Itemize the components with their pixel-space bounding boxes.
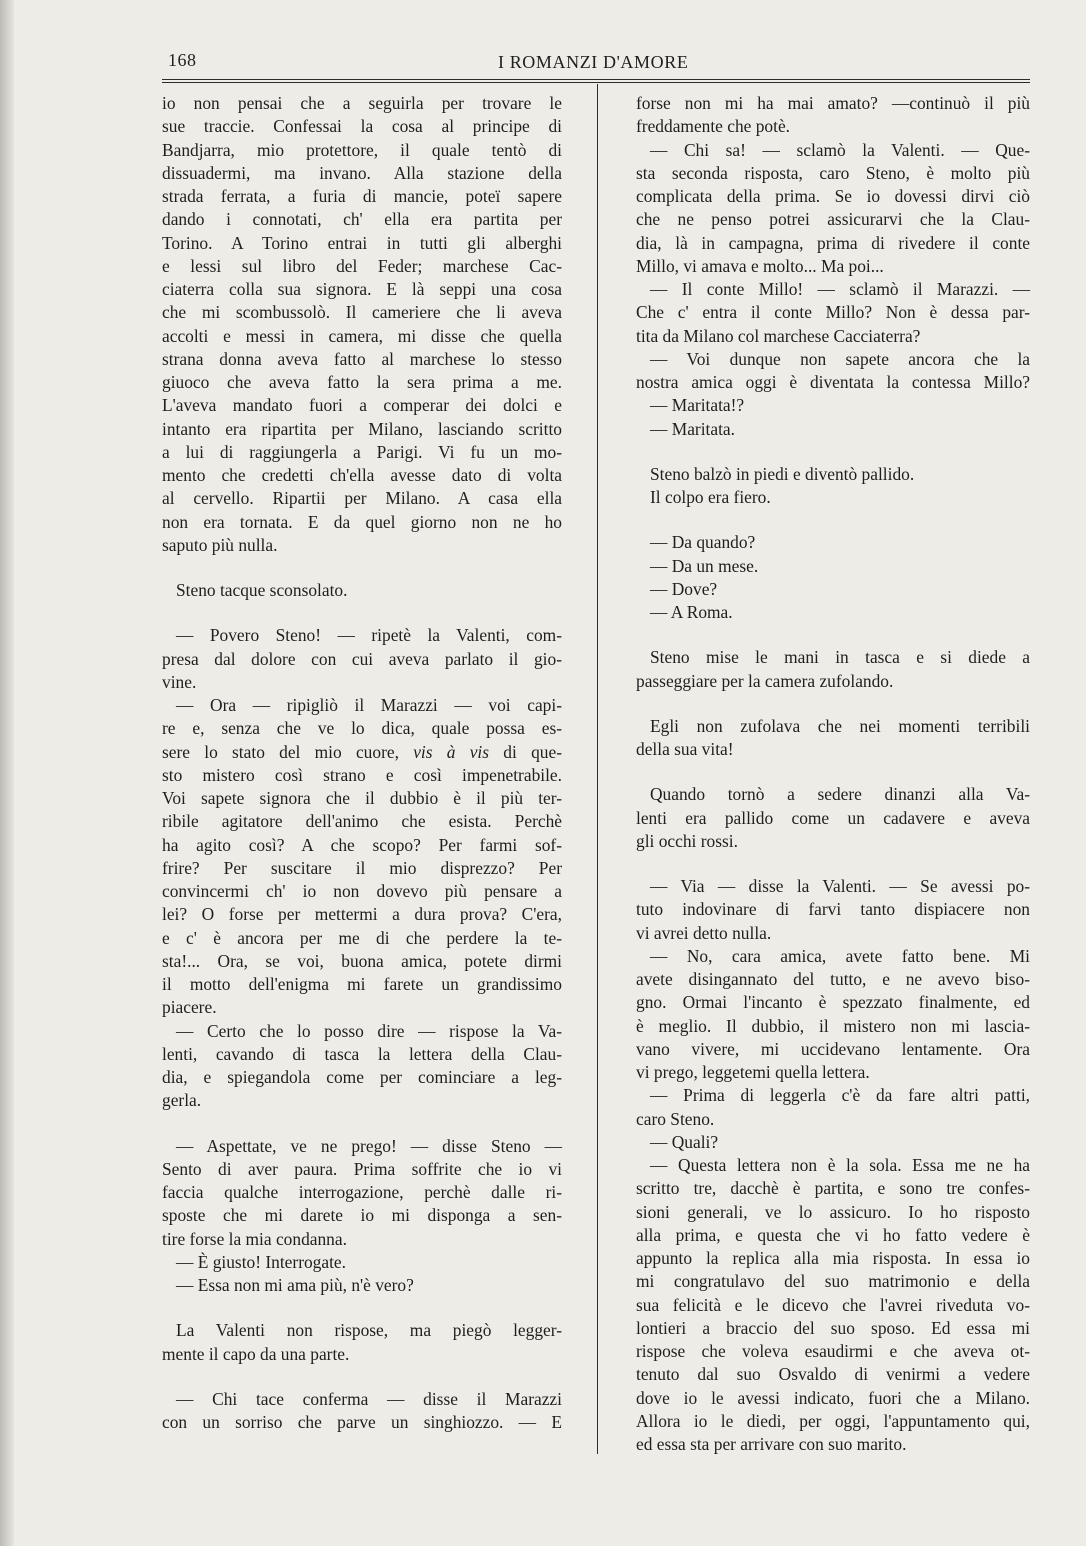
text-line: sua felicità e le dicevo che l'avrei riveduta vo-	[636, 1294, 1030, 1315]
header-rule	[162, 79, 1030, 80]
text-line: io non pensai che a seguirla per trovare le	[162, 93, 562, 113]
text-line: rispose che voleva esaudirmi e che aveva ot-	[636, 1341, 1030, 1361]
text-line: Voi sapete signora che il dubbio è il più ter-	[162, 788, 562, 808]
text-line: sto mistero così strano e così impenetrabile.	[162, 764, 562, 785]
text-line: lenti, cavando di tasca la lettera della Clau-	[162, 1043, 562, 1064]
text-line: dando i connotati, ch' ella era partita per	[162, 209, 562, 230]
text-line: convincermi ch' io non dovevo più pensare a	[162, 881, 562, 901]
text-line: strana donna aveva fatto al marchese lo stesso	[162, 348, 562, 369]
text-line: — Da quando?	[650, 532, 756, 553]
text-line: Steno mise le mani in tasca e si diede a	[650, 647, 1030, 668]
text-line: mente il capo da una parte.	[162, 1343, 350, 1364]
text-line: Steno balzò in piedi e diventò pallido.	[650, 463, 915, 484]
text-line: della sua vita!	[636, 739, 734, 759]
text-line: — Maritata!?	[650, 395, 745, 416]
left-column	[162, 92, 562, 1434]
text-line: dia, e spiegandola come per cominciare a leg-	[162, 1067, 562, 1087]
text-line: ciaterra colla sua signora. E là seppi una cosa	[162, 279, 562, 299]
text-line: tire forse la mia condanna.	[162, 1228, 347, 1249]
text-line: — Ora — ripigliò il Marazzi — voi capi-	[176, 695, 562, 715]
text-line: nostra amica oggi è diventata la contessa Millo?	[636, 372, 1030, 392]
paragraph-gap	[162, 557, 562, 579]
right-column	[636, 92, 1030, 1456]
paragraph-gap	[636, 624, 1030, 646]
text-line: lenti era pallido come un cadavere e aveva	[636, 807, 1030, 828]
text-line: — A Roma.	[650, 602, 733, 622]
text-line: appunto la replica alla mia risposta. In essa io	[636, 1248, 1030, 1268]
text-line: lontieri a braccio del suo sposo. Ed essa mi	[636, 1317, 1030, 1338]
text-line: sposte che mi darete io mi disponga a sen-	[162, 1205, 562, 1226]
text-line: scritto tre, dacchè è partita, e sono tre confes-	[636, 1178, 1030, 1199]
text-line: sere lo stato del mio cuore, vis à vis di que-	[162, 741, 562, 762]
text-line: vi prego, leggetemi quella lettera.	[636, 1062, 870, 1082]
text-line: al cervello. Ripartii per Milano. A casa ella	[162, 488, 562, 509]
text-line: Allora io le diedi, per oggi, l'appuntamento qui,	[636, 1410, 1030, 1431]
text-line: forse non mi ha mai amato? —continuò il più	[636, 93, 1030, 113]
text-line: mento che credetti ch'ella avesse dato di volta	[162, 465, 562, 485]
paragraph-gap	[636, 509, 1030, 531]
text-line: tita da Milano col marchese Cacciaterra?	[636, 325, 921, 346]
text-line: sue traccie. Confessai la cosa al principe di	[162, 116, 562, 137]
text-line: a lui di raggiungerla a Parigi. Vi fu un mo-	[162, 441, 562, 462]
text-line: Sento di aver paura. Prima soffrite che io vi	[162, 1158, 562, 1179]
text-line: — Prima di leggerla c'è da fare altri patti,	[650, 1085, 1030, 1106]
text-line: piacere.	[162, 997, 217, 1018]
page-edge-shadow	[0, 0, 14, 1546]
text-line: caro Steno.	[636, 1108, 715, 1129]
text-line: Torino. A Torino entrai in tutti gli alberghi	[162, 232, 562, 253]
text-line: — Aspettate, ve ne prego! — disse Steno —	[176, 1135, 562, 1156]
text-line: tuto indovinare di farvi tanto dispiacere non	[636, 899, 1030, 920]
paragraph-gap	[162, 602, 562, 624]
text-line: — Questa lettera non è la sola. Essa me ne ha	[650, 1155, 1030, 1175]
paragraph-gap	[636, 853, 1030, 875]
text-line: e lessi sul libro del Feder; marchese Cac-	[162, 255, 562, 276]
text-line: ed essa sta per arrivare con suo marito.	[636, 1434, 907, 1454]
text-line: — Via — disse la Valenti. — Se avessi po-	[650, 876, 1030, 896]
text-line: vi avrei detto nulla.	[636, 922, 772, 943]
text-line: faccia qualche interrogazione, perchè dalle ri-	[162, 1182, 562, 1202]
text-line: gno. Ormai l'incanto è spezzato finalmente, ed	[636, 992, 1030, 1013]
text-line: Millo, vi amava e molto... Ma poi...	[636, 255, 884, 276]
text-line: sta!... Ora, se voi, buona amica, potete dirmi	[162, 950, 562, 971]
text-line: complicata della prima. Se io dovessi dirvi ciò	[636, 186, 1030, 206]
text-line: re e, senza che ve lo dica, quale possa es-	[162, 718, 562, 739]
text-line: Il colpo era fiero.	[650, 487, 771, 507]
text-line: dia, là in campagna, prima di rivedere il conte	[636, 232, 1030, 253]
text-line: L'aveva mandato fuori a comperar dei dolci e	[162, 395, 562, 416]
text-line: il motto dell'enigma mi farete un grandissimo	[162, 974, 562, 994]
text-line: Che c' entra il conte Millo? Non è dessa par-	[636, 302, 1030, 323]
text-line: — Quali?	[650, 1131, 719, 1152]
text-line: — Chi tace conferma — disse il Marazzi	[176, 1388, 562, 1409]
text-line: — Maritata.	[650, 418, 735, 439]
text-line: — Certo che lo posso dire — rispose la Va-	[176, 1020, 562, 1041]
text-line: — Povero Steno! — ripetè la Valenti, com-	[176, 625, 562, 646]
text-line: — È giusto! Interrogate.	[176, 1251, 346, 1272]
text-line: giuoco che aveva fatto la sera prima a me.	[162, 372, 562, 392]
text-line: Steno tacque sconsolato.	[176, 580, 348, 600]
text-line: Egli non zufolava che nei momenti terribili	[650, 715, 1030, 736]
paragraph-gap	[636, 693, 1030, 715]
text-line: sioni generali, ve lo assicuro. Io ho risposto	[636, 1201, 1030, 1222]
text-line: ribile agitatore dell'animo che esista. Perchè	[162, 811, 562, 832]
text-line: è meglio. Il dubbio, il mistero non mi lascia-	[636, 1015, 1030, 1036]
text-line: tenuto dal suo Osvaldo di venirmi a vedere	[636, 1364, 1030, 1385]
running-title: I ROMANZI D'AMORE	[498, 52, 689, 72]
text-line: e c' è ancora per me di che perdere la te-	[162, 927, 562, 948]
text-line: passeggiare per la camera zufolando.	[636, 670, 894, 691]
text-line: — Il conte Millo! — sclamò il Marazzi. —	[650, 279, 1030, 299]
text-line: avete disingannato del tutto, e ne avevo biso-	[636, 969, 1030, 989]
text-line: presa dal dolore con cui aveva parlato il gio-	[162, 648, 562, 669]
text-line: gerla.	[162, 1090, 202, 1111]
text-line: lei? O forse per mettermi a dura prova? C'era,	[162, 904, 562, 925]
paragraph-gap	[162, 1366, 562, 1388]
text-line: strada ferrata, a furia di mancie, poteï sapere	[162, 186, 562, 206]
text-line: — Da un mese.	[650, 555, 759, 576]
text-line: vine.	[162, 671, 197, 692]
text-line: freddamente che potè.	[636, 116, 791, 137]
page-number: 168	[168, 50, 197, 70]
header-rule-second	[162, 82, 1030, 83]
text-line: frire? Per suscitare il mio disprezzo? Per	[162, 857, 562, 878]
text-line: non era tornata. E da quel giorno non ne ho	[162, 511, 562, 532]
column-divider	[597, 84, 598, 1454]
text-line: dissuadermi, ma invano. Alla stazione della	[162, 162, 562, 183]
text-line: — No, cara amica, avete fatto bene. Mi	[650, 945, 1030, 966]
text-line: accolti e messi in camera, mi disse che quella	[162, 325, 562, 346]
text-line: ha agito così? A che scopo? Per farmi sof-	[162, 834, 562, 855]
paragraph-gap	[636, 761, 1030, 783]
text-line: che ne penso potrei assicurarvi che la Clau-	[636, 209, 1030, 230]
text-line: — Dove?	[650, 578, 718, 599]
text-line: saputo più nulla.	[162, 534, 278, 555]
text-line: intanto era ripartita per Milano, lasciando scritto	[162, 418, 562, 439]
paragraph-gap	[162, 1297, 562, 1319]
paragraph-gap	[636, 441, 1030, 463]
text-line: — Chi sa! — sclamò la Valenti. — Que-	[650, 139, 1030, 160]
text-line: Quando tornò a sedere dinanzi alla Va-	[650, 784, 1030, 805]
page-header	[160, 50, 1040, 80]
text-line: con un sorriso che parve un singhiozzo. — E	[162, 1412, 562, 1432]
text-line: sta seconda risposta, caro Steno, è molto più	[636, 162, 1030, 183]
text-line: mi congratulavo del suo matrimonio e della	[636, 1271, 1030, 1292]
text-line: La Valenti non rispose, ma piegò legger-	[176, 1320, 562, 1341]
text-line: — Voi dunque non sapete ancora che la	[650, 348, 1030, 369]
text-line: che mi scombussolò. Il cameriere che li aveva	[162, 302, 562, 323]
paragraph-gap	[162, 1113, 562, 1135]
text-line: vano vivere, mi uccidevano lentamente. Ora	[636, 1038, 1030, 1059]
text-line: — Essa non mi ama più, n'è vero?	[176, 1275, 414, 1295]
text-line: gli occhi rossi.	[636, 830, 738, 851]
text-line: alla prima, e questa che vi ho fatto vedere è	[636, 1224, 1030, 1245]
text-line: dove io le avessi indicato, fuori che a Milano.	[636, 1387, 1030, 1408]
text-line: Bandjarra, mio protettore, il quale tentò di	[162, 139, 562, 160]
